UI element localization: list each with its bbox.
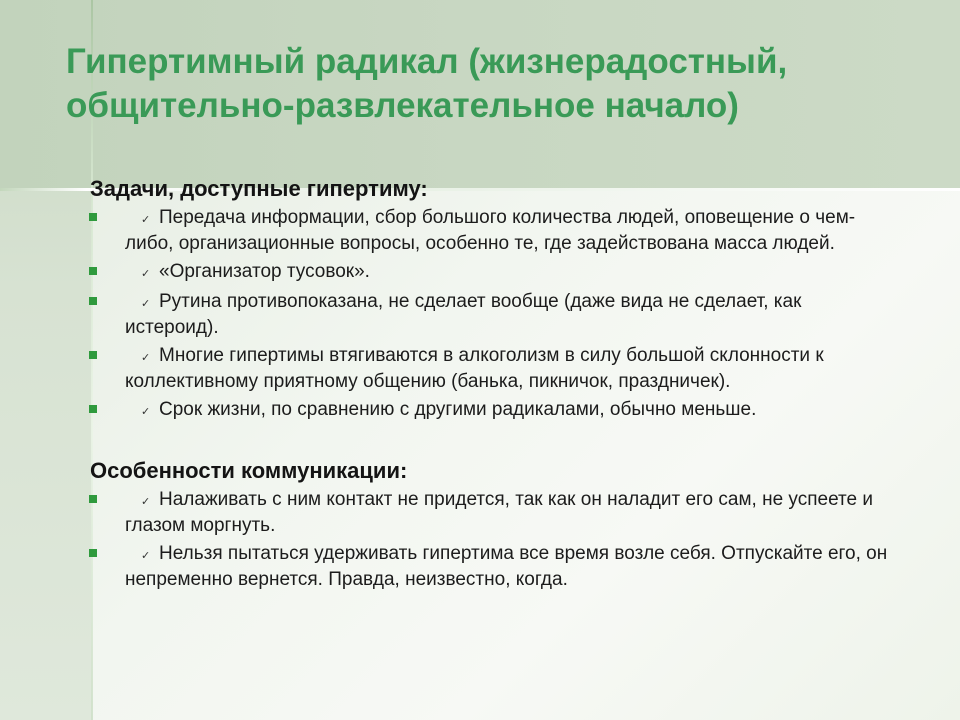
- checkmark-icon: ✓: [141, 406, 151, 418]
- green-square-bullet-icon: [89, 297, 97, 305]
- list-item: [88, 542, 888, 592]
- list-item-text: Передача информации, сбор большого количества людей, оповещение о чем-либо, организационные вопросы, особенно те, где задействована масса людей.: [125, 207, 856, 254]
- list-item-text: «Организатор тусовок».: [159, 261, 370, 282]
- green-square-bullet-icon: [89, 267, 97, 275]
- slide-title: Гипертимный радикал (жизнерадостный, общительно-развлекательное начало): [66, 42, 788, 125]
- checkmark-icon: ✓: [141, 214, 151, 226]
- list-item-text: Многие гипертимы втягиваются в алкоголизм в силу большой склонности к коллективному приятному общению (банька, пикничок, праздничек).: [125, 345, 824, 392]
- list-item: [88, 290, 888, 340]
- list-item: [88, 260, 888, 286]
- green-square-bullet-icon: [89, 213, 97, 221]
- list-item-text: Рутина противопоказана, не сделает вообще (даже вида не сделает, как истероид).: [125, 291, 802, 338]
- section-heading-communication: Особенности коммуникации:: [90, 458, 408, 483]
- checkmark-icon: ✓: [141, 550, 151, 562]
- green-square-bullet-icon: [89, 351, 97, 359]
- list-item-text: Нельзя пытаться удерживать гипертима все время возле себя. Отпускайте его, он непременно вернется. Правда, неизвестно, когда.: [125, 543, 888, 590]
- section-heading-tasks: Задачи, доступные гипертиму:: [90, 176, 428, 201]
- tasks-list: [88, 206, 888, 424]
- green-square-bullet-icon: [89, 405, 97, 413]
- list-item: [88, 206, 888, 256]
- green-square-bullet-icon: [89, 549, 97, 557]
- checkmark-icon: ✓: [141, 268, 151, 280]
- list-item: [88, 488, 888, 538]
- checkmark-icon: ✓: [141, 496, 151, 508]
- list-item: [88, 398, 888, 424]
- slide-content: [88, 176, 888, 596]
- checkmark-icon: ✓: [141, 352, 151, 364]
- list-item: [88, 344, 888, 394]
- green-square-bullet-icon: [89, 495, 97, 503]
- list-item-text: Срок жизни, по сравнению с другими радикалами, обычно меньше.: [159, 399, 757, 420]
- list-item-text: Налаживать с ним контакт не придется, так как он наладит его сам, не успеете и глазом моргнуть.: [125, 489, 873, 536]
- communication-list: [88, 488, 888, 592]
- checkmark-icon: ✓: [141, 298, 151, 310]
